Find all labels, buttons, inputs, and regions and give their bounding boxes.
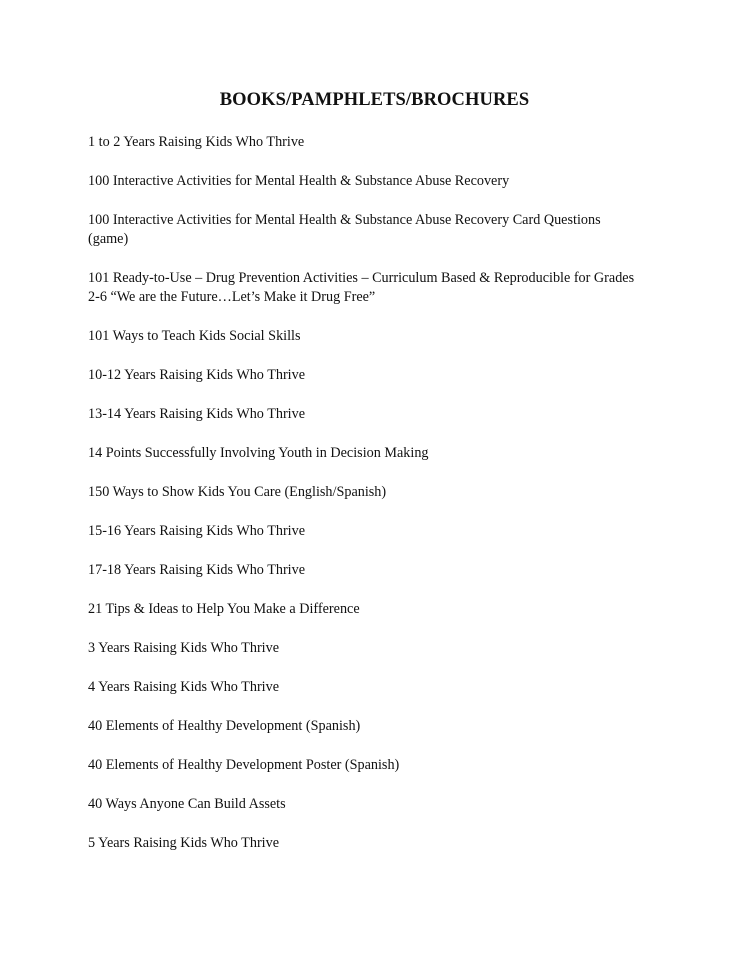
list-item bbox=[88, 678, 678, 697]
list-item bbox=[88, 717, 678, 736]
list-item bbox=[88, 269, 678, 307]
publication-list bbox=[88, 133, 678, 873]
list-item bbox=[88, 561, 678, 580]
list-item bbox=[88, 211, 678, 249]
list-item bbox=[88, 444, 678, 463]
list-item-text: 3 Years Raising Kids Who Thrive bbox=[88, 640, 280, 656]
list-item-text: 100 Interactive Activities for Mental Health & Substance Abuse Recovery Card Questions bbox=[88, 212, 601, 228]
list-item-text: 1 to 2 Years Raising Kids Who Thrive bbox=[88, 134, 305, 150]
list-item-text: 15-16 Years Raising Kids Who Thrive bbox=[88, 523, 306, 539]
list-item-text: 4 Years Raising Kids Who Thrive bbox=[88, 679, 280, 695]
list-item bbox=[88, 600, 678, 619]
list-item-text-continued: 2-6 “We are the Future…Let’s Make it Drug Free” bbox=[88, 289, 376, 305]
list-item bbox=[88, 756, 678, 775]
list-item-text: 10-12 Years Raising Kids Who Thrive bbox=[88, 367, 306, 383]
list-item bbox=[88, 834, 678, 853]
list-item-text: 14 Points Successfully Involving Youth in Decision Making bbox=[88, 445, 429, 461]
list-item-text: 150 Ways to Show Kids You Care (English/Spanish) bbox=[88, 484, 387, 500]
list-item-text: 13-14 Years Raising Kids Who Thrive bbox=[88, 406, 306, 422]
list-item bbox=[88, 483, 678, 502]
list-item-text: 17-18 Years Raising Kids Who Thrive bbox=[88, 562, 306, 578]
list-item bbox=[88, 172, 678, 191]
list-item bbox=[88, 133, 678, 152]
list-item bbox=[88, 522, 678, 541]
list-item bbox=[88, 795, 678, 814]
list-item bbox=[88, 327, 678, 346]
list-item bbox=[88, 366, 678, 385]
list-item-text: 5 Years Raising Kids Who Thrive bbox=[88, 835, 280, 851]
list-item-text: 21 Tips & Ideas to Help You Make a Difference bbox=[88, 601, 360, 617]
list-item-text: 40 Elements of Healthy Development Poster (Spanish) bbox=[88, 757, 400, 773]
list-item-text: 101 Ways to Teach Kids Social Skills bbox=[88, 328, 301, 344]
list-item bbox=[88, 405, 678, 424]
list-item-text: 100 Interactive Activities for Mental Health & Substance Abuse Recovery bbox=[88, 173, 510, 189]
list-item-text: 40 Ways Anyone Can Build Assets bbox=[88, 796, 286, 812]
list-item bbox=[88, 639, 678, 658]
list-item-text-continued: (game) bbox=[88, 231, 129, 247]
list-item-text: 40 Elements of Healthy Development (Spanish) bbox=[88, 718, 361, 734]
page-title: BOOKS/PAMPHLETS/BROCHURES bbox=[219, 90, 530, 110]
list-item-text: 101 Ready-to-Use – Drug Prevention Activities – Curriculum Based & Reproducible for Grades bbox=[88, 270, 635, 286]
